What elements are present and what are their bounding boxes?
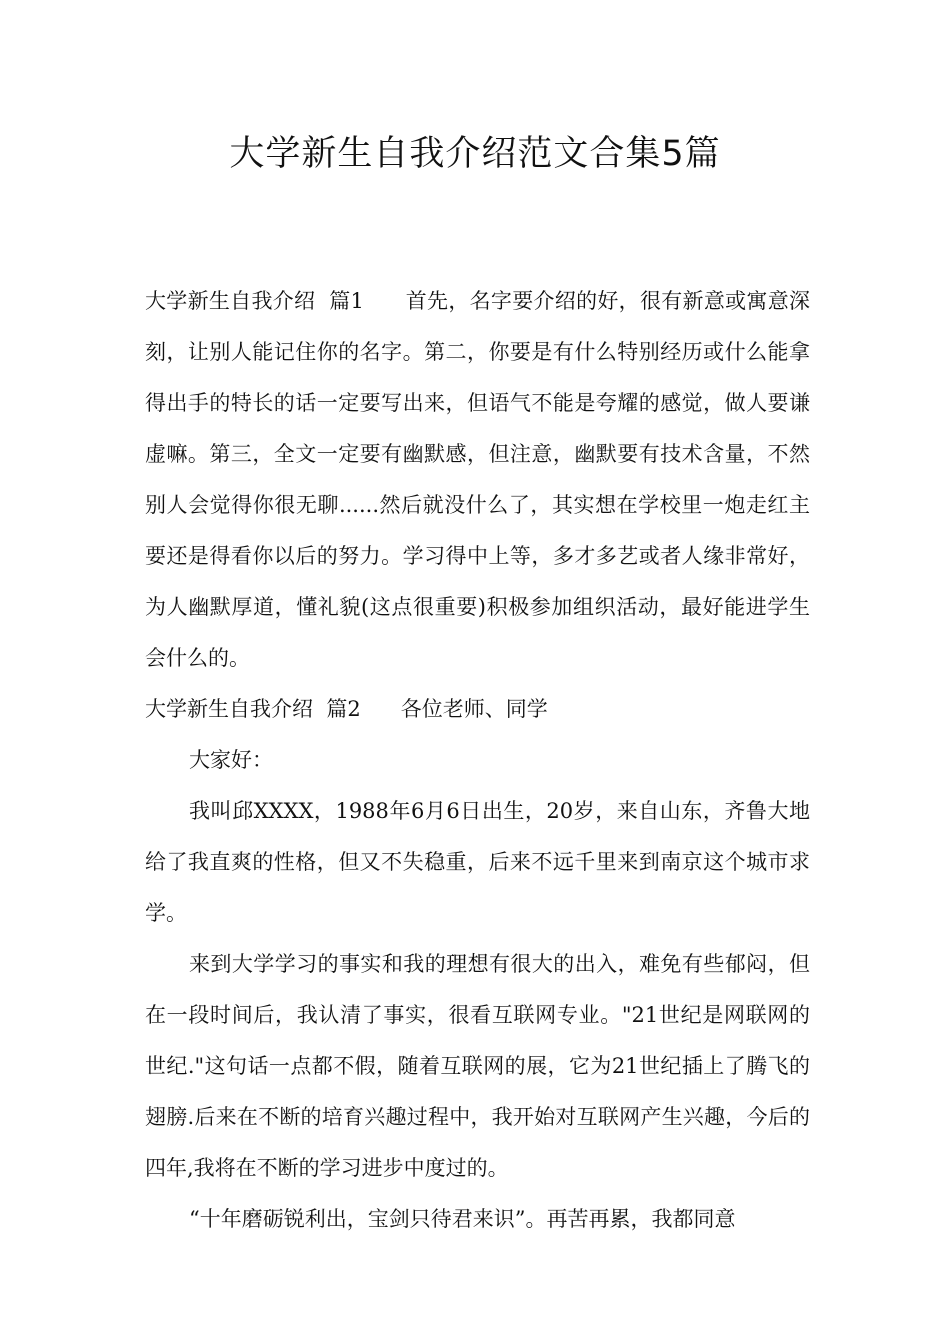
section-2-lead: 各位老师、同学 <box>400 697 548 721</box>
section-2-heading-line <box>145 684 810 735</box>
greeting-paragraph: 大家好： <box>189 748 273 772</box>
section-1-heading: 大学新生自我介绍 篇1 <box>145 289 364 313</box>
section-1-paragraph <box>145 276 810 684</box>
quote-paragraph: “十年磨砺锐利出，宝剑只待君来识”。再苦再累，我都同意 <box>189 1207 736 1231</box>
document-body <box>145 276 810 1245</box>
study-paragraph: 来到大学学习的事实和我的理想有很大的出入，难免有些郁闷，但在一段时间后，我认清了事实，很看互联网专业。"21世纪是网联网的世纪."这句话一点都不假，随着互联网的展，它为21世纪插上了腾飞的翅膀.后来在不断的培育兴趣过程中，我开始对互联网产生兴趣，今后的四年,我将在不断的学习进步中度过的。 <box>145 952 810 1180</box>
section-1-lead: 首先，名字要介绍的好，很有新意或寓意深刻，让别人能记住你的名字。第二，你要是有什么特别经历或什么能拿得出手的特长的话一定要写出来，但语气不能是夸耀的感觉，做人要谦虚嘛。第三，全文一定要有幽默感，但注意，幽默要有技术含量，不然别人会觉得你很无聊......然后就没什么了，其实想在学校里一炮走红主要还是得看你以后的努力。学习得中上等，多才多艺或者人缘非常好，为人幽默厚道，懂礼貌(这点很重要)积极参加组织活动，最好能进学生会什么的。 <box>145 289 811 670</box>
section-2-heading: 大学新生自我介绍 篇2 <box>145 697 361 721</box>
document-title: 大学新生自我介绍范文合集5篇 <box>229 134 721 174</box>
intro-paragraph: 我叫邱XXXX，1988年6月6日出生，20岁，来自山东，齐鲁大地给了我直爽的性格，但又不失稳重，后来不远千里来到南京这个城市求学。 <box>145 799 810 925</box>
